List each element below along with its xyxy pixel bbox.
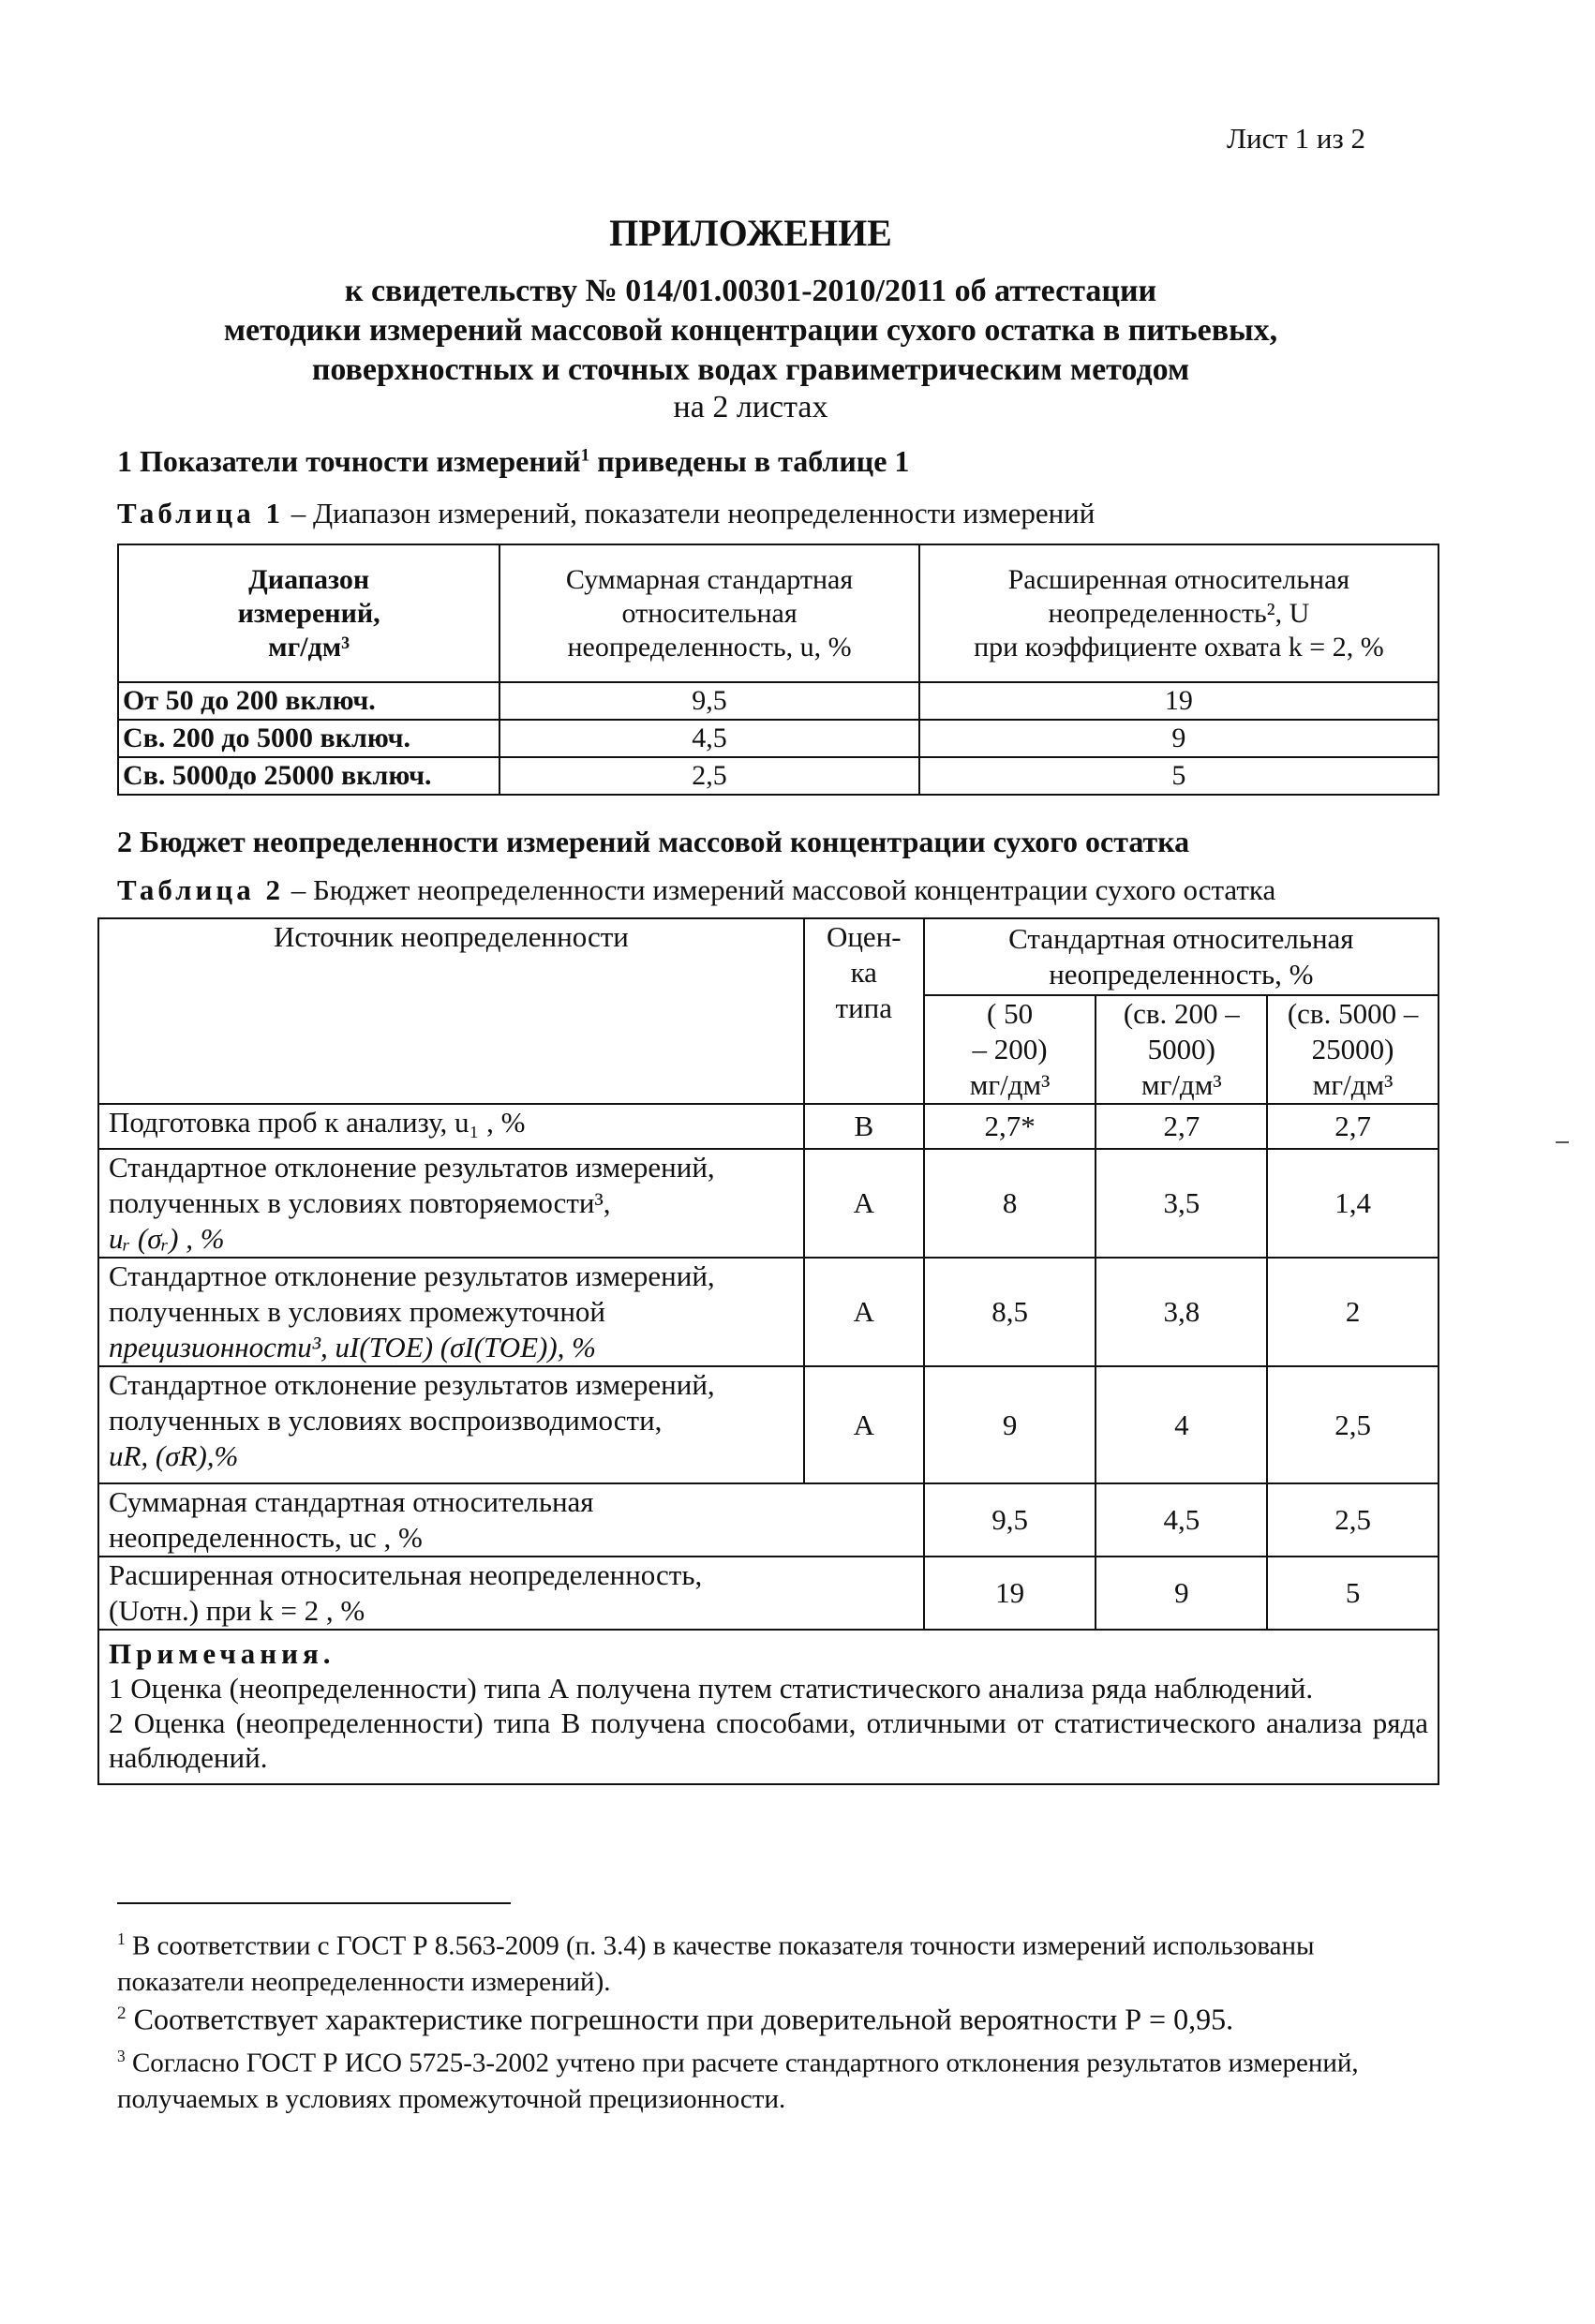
table-1-caption: Таблица 1 – Диапазон измерений, показатели неопределенности измерений	[117, 497, 1096, 529]
t1-header-expanded: Расширенная относительная неопределенность², U при коэффициенте охвата k = 2, %	[919, 544, 1438, 682]
t2-header-range-1: ( 50 – 200) мг/дм³	[924, 995, 1096, 1104]
uncertainty-budget-table	[97, 917, 1439, 1785]
footnote-1: $^1$ В соответствии с ГОСТ Р 8.563-2009 (п. 3.4) в качестве показателя точности измерений использованы показатели неопределенности измерений).	[117, 1929, 1315, 1997]
t2-header-source: Источник неопределенности	[98, 918, 804, 1104]
table-2-caption: Таблица 2 – Бюджет неопределенности измерений массовой концентрации сухого остатка	[117, 873, 1276, 906]
footnote-3: $^3$ Согласно ГОСТ Р ИСО 5725-3-2002 учтено при расчете стандартного отклонения результатов измерений, получаемых в условиях промежуточной прецизионности.	[117, 2047, 1359, 2114]
sheet-number: Лист 1 из 2	[1226, 122, 1365, 155]
footnote-separator	[117, 1902, 511, 1904]
section-2-heading: 2 Бюджет неопределенности измерений массовой концентрации сухого остатка	[117, 825, 1190, 858]
table-row: От 50 до 200 включ. 9,5 19	[118, 682, 1438, 720]
notes-title: Примечания.	[109, 1637, 335, 1670]
t2-header-range-2: (св. 200 – 5000) мг/дм³	[1096, 995, 1267, 1104]
page-title: ПРИЛОЖЕНИЕ	[609, 212, 892, 254]
t1-header-range: Диапазон измерений, мг/дм³	[118, 544, 499, 682]
footnote-2: $^2$ Соответствует характеристике погрешности при доверительной вероятности Р = 0,95.	[117, 2002, 1234, 2036]
table-row: Суммарная стандартная относительная неопределенность, uc , % 9,5 4,5 2,5	[98, 1483, 1438, 1557]
table-row: Расширенная относительная неопределенность, (Uотн.) при k = 2 , % 19 9 5	[98, 1557, 1438, 1630]
table-row: Стандартное отклонение результатов измерений, полученных в условиях воспроизводимости, uR, (σR),% А 9 4 2,5	[98, 1366, 1438, 1483]
accuracy-table	[117, 544, 1439, 796]
section-1-heading: 1 Показатели точности измерений$^1$ приведены в таблице 1	[117, 444, 910, 478]
t2-header-range-3: (св. 5000 – 25000) мг/дм³	[1267, 995, 1438, 1104]
notes-row	[98, 1630, 1438, 1784]
scan-mark	[1556, 1141, 1569, 1143]
t2-header-std: Стандартная относительная неопределенность, %	[924, 918, 1438, 995]
subtitle-line-1: к свидетельству № 014/01.00301-2010/2011 об аттестации	[344, 274, 1157, 308]
subtitle-line-4: на 2 листах	[673, 390, 828, 425]
note-1: 1 Оценка (неопределенности) типа А получена путем статистического анализа ряда наблюдений.	[109, 1672, 1314, 1705]
subtitle-line-3: поверхностных и сточных водах гравиметрическим методом	[311, 352, 1190, 387]
t2-header-type: Оцен- ка типа	[804, 918, 924, 1104]
table-row: Св. 200 до 5000 включ. 4,5 9	[118, 720, 1438, 757]
table-row: Стандартное отклонение результатов измерений, полученных в условиях промежуточной прецизионности³, uI(TOE) (σI(TOE)), % А 8,5 3,8 2	[98, 1258, 1438, 1366]
t1-header-combined: Суммарная стандартная относительная неопределенность, u, %	[499, 544, 918, 682]
note-2: 2 Оценка (неопределенности) типа В получена способами, отличными от статистического анализа ряда наблюдений.	[109, 1706, 1428, 1774]
table-row: Св. 5000до 25000 включ. 2,5 5	[118, 757, 1438, 795]
table-row: Стандартное отклонение результатов измерений, полученных в условиях повторяемости³, uᵣ (σᵣ) , % А 8 3,5 1,4	[98, 1149, 1438, 1258]
table-notes	[98, 1630, 1438, 1784]
subtitle-line-2: методики измерений массовой концентрации сухого остатка в питьевых,	[223, 313, 1278, 348]
table-row: Подготовка проб к анализу, u₁ , % В 2,7* 2,7 2,7	[98, 1104, 1438, 1149]
